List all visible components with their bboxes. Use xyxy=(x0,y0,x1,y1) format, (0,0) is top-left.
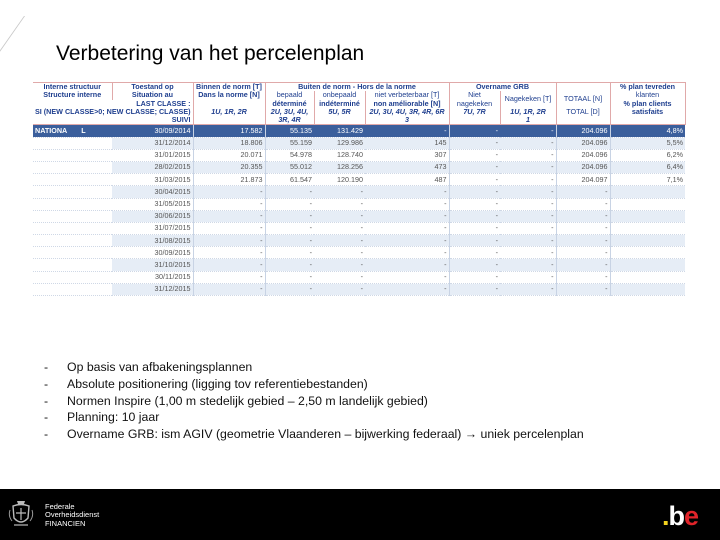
cell-date: 31/12/2014 xyxy=(112,137,193,149)
bullet-item xyxy=(44,394,584,411)
cell-ch: - xyxy=(500,174,556,186)
bullet-text: Planning: 10 jaar xyxy=(67,410,160,425)
cell-ch: - xyxy=(500,137,556,149)
outside-norm-group: Buiten de norm - Hors de la norme xyxy=(265,83,449,92)
region-cell-empty xyxy=(33,247,112,259)
cell-undet: - xyxy=(314,235,365,247)
cell-det: - xyxy=(265,210,314,222)
total-header-nl: TOTAAL [N] xyxy=(556,91,610,108)
cell-nc: - xyxy=(449,259,500,271)
cell-total: - xyxy=(556,235,610,247)
agency-line-1: Federale xyxy=(45,502,75,511)
determined-codes-1: 2U, 3U, 4U, xyxy=(265,108,314,116)
bullet-list xyxy=(44,360,584,444)
cell-norm: - xyxy=(193,222,265,234)
agency-line-2: Overheidsdienst xyxy=(45,510,100,520)
cell-det: - xyxy=(265,198,314,210)
cell-undet: - xyxy=(314,186,365,198)
blank-b xyxy=(314,116,365,125)
structure-header-nl: Interne structuur xyxy=(33,83,112,92)
cell-date: 28/02/2015 xyxy=(112,161,193,173)
cell-total: 204.097 xyxy=(556,174,610,186)
norm-header-fr: Dans la norme [N] xyxy=(193,91,265,99)
table-row xyxy=(33,149,685,161)
notimprovable-codes: 2U, 3U, 4U, 3R, 4R, 6R xyxy=(365,108,449,116)
cell-det: - xyxy=(265,235,314,247)
cell-total: 204.096 xyxy=(556,125,610,137)
cell-ch: - xyxy=(500,125,556,137)
determined-codes-2: 3R, 4R xyxy=(265,116,314,125)
cell-total: - xyxy=(556,283,610,295)
cell-pct: 7,1% xyxy=(610,174,685,186)
cell-ch: - xyxy=(500,149,556,161)
region-cell-empty xyxy=(33,283,112,295)
cell-ch: - xyxy=(500,247,556,259)
footer-bar xyxy=(0,489,720,540)
determined-header-nl: bepaald xyxy=(265,91,314,99)
agency-name xyxy=(45,503,99,528)
cell-det: 54.978 xyxy=(265,149,314,161)
cell-pct xyxy=(610,271,685,283)
cell-total: - xyxy=(556,210,610,222)
region-cell-empty xyxy=(33,259,112,271)
cell-pct: 5,5% xyxy=(610,137,685,149)
table-row xyxy=(33,235,685,247)
table-row xyxy=(33,161,685,173)
cell-ch: - xyxy=(500,222,556,234)
cell-pct xyxy=(610,186,685,198)
table-row xyxy=(33,186,685,198)
grb-group: Overname GRB xyxy=(449,83,556,92)
cell-norm: - xyxy=(193,271,265,283)
cell-date: 31/10/2015 xyxy=(112,259,193,271)
cell-pct xyxy=(610,283,685,295)
cell-nc: - xyxy=(449,247,500,259)
bullet-dash: - xyxy=(44,427,49,442)
cell-norm: 21.873 xyxy=(193,174,265,186)
cell-pct: 6,2% xyxy=(610,149,685,161)
cell-nc: - xyxy=(449,161,500,173)
blank-e xyxy=(610,116,685,125)
cell-norm: 20.071 xyxy=(193,149,265,161)
count-one: 1 xyxy=(500,116,556,125)
cell-norm: - xyxy=(193,186,265,198)
cell-undet: 129.986 xyxy=(314,137,365,149)
cell-det: - xyxy=(265,259,314,271)
bullet-item xyxy=(44,410,584,427)
cell-ch: - xyxy=(500,235,556,247)
cell-pct: 6,4% xyxy=(610,161,685,173)
pct-header-1: % plan tevreden xyxy=(610,83,685,92)
cell-ch: - xyxy=(500,198,556,210)
cell-date: 30/09/2015 xyxy=(112,247,193,259)
cell-nonimp: - xyxy=(365,271,449,283)
cell-date: 31/03/2015 xyxy=(112,174,193,186)
cell-norm: - xyxy=(193,247,265,259)
cell-det: - xyxy=(265,271,314,283)
cell-nonimp: - xyxy=(365,283,449,295)
suivi-label: SUIVI xyxy=(33,116,193,125)
status-header-nl: Toestand op xyxy=(112,83,193,92)
cell-date: 31/08/2015 xyxy=(112,235,193,247)
cell-date: 30/06/2015 xyxy=(112,210,193,222)
region-cell-empty xyxy=(33,271,112,283)
cell-undet: 128.256 xyxy=(314,161,365,173)
cell-date: 31/07/2015 xyxy=(112,222,193,234)
cell-total: - xyxy=(556,247,610,259)
cell-nc: - xyxy=(449,186,500,198)
region-cell-empty xyxy=(33,235,112,247)
table-row xyxy=(33,259,685,271)
structure-header-fr: Structure interne xyxy=(33,91,112,99)
cell-norm: - xyxy=(193,198,265,210)
cell-det: - xyxy=(265,222,314,234)
table-row xyxy=(33,271,685,283)
norm-codes: 1U, 1R, 2R xyxy=(193,108,265,116)
cell-det: - xyxy=(265,247,314,259)
notimprovable-header-nl: niet verbeterbaar [T] xyxy=(365,91,449,99)
norm-header-nl: Binnen de norm [T] xyxy=(193,83,265,92)
cell-undet: 131.429 xyxy=(314,125,365,137)
cell-total: - xyxy=(556,186,610,198)
cell-ch: - xyxy=(500,271,556,283)
cell-norm: 20.355 xyxy=(193,161,265,173)
cell-pct xyxy=(610,198,685,210)
royal-crest-icon xyxy=(8,498,34,530)
last-class-label: LAST CLASSE : xyxy=(33,100,193,108)
cell-total: - xyxy=(556,198,610,210)
table-row xyxy=(33,210,685,222)
blank-d xyxy=(556,116,610,125)
cell-undet: - xyxy=(314,259,365,271)
cell-pct xyxy=(610,247,685,259)
logo-b: b xyxy=(668,501,685,531)
cell-nonimp: 473 xyxy=(365,161,449,173)
logo-e: e xyxy=(684,501,699,531)
undetermined-header-fr: indéterminé xyxy=(314,100,365,108)
norm-blank xyxy=(193,100,265,108)
cell-nonimp: - xyxy=(365,198,449,210)
region-cell-empty xyxy=(33,222,112,234)
cell-total: 204.096 xyxy=(556,137,610,149)
cell-date: 30/09/2014 xyxy=(112,125,193,137)
cell-nonimp: - xyxy=(365,186,449,198)
cell-nc: - xyxy=(449,149,500,161)
cell-nonimp: - xyxy=(365,210,449,222)
statistics-grid xyxy=(33,82,686,296)
table-row xyxy=(33,247,685,259)
region-cell-empty xyxy=(33,174,112,186)
cell-det: 55.012 xyxy=(265,161,314,173)
cell-nc: - xyxy=(449,235,500,247)
region-name: NATIONA xyxy=(35,125,68,135)
header-row-4 xyxy=(33,108,685,116)
cell-pct: 4,8% xyxy=(610,125,685,137)
cell-pct xyxy=(610,235,685,247)
region-cell-empty xyxy=(33,210,112,222)
data-rows xyxy=(33,125,685,296)
cell-nonimp: - xyxy=(365,222,449,234)
table-row xyxy=(33,174,685,186)
total-spacer xyxy=(556,83,610,92)
table-row xyxy=(33,198,685,210)
agency-line-3: FINANCIEN xyxy=(45,518,86,528)
region-cell-empty xyxy=(33,161,112,173)
total-header-fr: TOTAL [D] xyxy=(556,108,610,116)
pct-header-3: % plan clients xyxy=(610,100,685,108)
region-cell-empty xyxy=(33,186,112,198)
bullet-text: Overname GRB: ism AGIV (geometrie Vlaanderen – bijwerking federaal) → uniek percelenplan xyxy=(67,427,584,442)
status-header-fr: Situation au xyxy=(112,91,193,99)
cell-date: 31/01/2015 xyxy=(112,149,193,161)
cell-det: - xyxy=(265,283,314,295)
cell-total: 204.096 xyxy=(556,149,610,161)
header-row-5 xyxy=(33,116,685,125)
cell-undet: - xyxy=(314,271,365,283)
region-cell-empty xyxy=(33,198,112,210)
cell-norm: 17.582 xyxy=(193,125,265,137)
table-row xyxy=(33,283,685,295)
si-formula-label: SI (NEW CLASSE>0; NEW CLASSE; CLASSE) xyxy=(33,108,193,116)
bullet-dash: - xyxy=(44,410,49,425)
cell-nonimp: 487 xyxy=(365,174,449,186)
cell-nc: - xyxy=(449,283,500,295)
cell-norm: - xyxy=(193,283,265,295)
cell-nc: - xyxy=(449,137,500,149)
cell-date: 30/04/2015 xyxy=(112,186,193,198)
bullet-dash: - xyxy=(44,376,49,391)
table-row xyxy=(33,222,685,234)
cell-total: - xyxy=(556,222,610,234)
cell-nonimp: - xyxy=(365,125,449,137)
cell-nc: - xyxy=(449,198,500,210)
cell-det: - xyxy=(265,186,314,198)
region-cell xyxy=(33,125,112,137)
cell-nc: - xyxy=(449,222,500,234)
header-row-2 xyxy=(33,91,685,99)
undetermined-codes: 5U, 5R xyxy=(314,108,365,116)
bullet-text: Absolute positionering (ligging tov referentiebestanden) xyxy=(67,376,368,391)
blank-c xyxy=(449,116,500,125)
cell-pct xyxy=(610,259,685,271)
bullet-item xyxy=(44,377,584,394)
cell-nc: - xyxy=(449,210,500,222)
cell-norm: - xyxy=(193,235,265,247)
be-logo xyxy=(662,501,698,532)
cell-undet: - xyxy=(314,222,365,234)
cell-undet: 120.190 xyxy=(314,174,365,186)
cell-pct xyxy=(610,222,685,234)
cell-ch: - xyxy=(500,161,556,173)
cell-date: 30/11/2015 xyxy=(112,271,193,283)
cell-nonimp: - xyxy=(365,235,449,247)
notchecked-header-nl: Niet xyxy=(449,91,500,99)
region-cell-empty xyxy=(33,149,112,161)
cell-nc: - xyxy=(449,125,500,137)
checked-codes: 1U, 1R, 2R xyxy=(500,108,556,116)
cell-pct xyxy=(610,210,685,222)
cell-ch: - xyxy=(500,186,556,198)
table-row xyxy=(33,125,685,137)
cell-total: - xyxy=(556,271,610,283)
cell-nonimp: - xyxy=(365,259,449,271)
cell-date: 31/12/2015 xyxy=(112,283,193,295)
cell-norm: 18.806 xyxy=(193,137,265,149)
cell-undet: - xyxy=(314,210,365,222)
cell-det: 55.135 xyxy=(265,125,314,137)
cell-ch: - xyxy=(500,259,556,271)
checked-header: Nagekeken [T] xyxy=(500,91,556,108)
cell-norm: - xyxy=(193,210,265,222)
undetermined-header-nl: onbepaald xyxy=(314,91,365,99)
cell-undet: - xyxy=(314,283,365,295)
cell-ch: - xyxy=(500,283,556,295)
cell-total: - xyxy=(556,259,610,271)
bullet-text: Op basis van afbakeningsplannen xyxy=(67,360,253,374)
cell-undet: - xyxy=(314,247,365,259)
notimprovable-header-fr: non améliorable [N] xyxy=(365,100,449,108)
bullet-item xyxy=(44,360,584,377)
count-three: 3 xyxy=(365,116,449,125)
cell-nonimp: 307 xyxy=(365,149,449,161)
determined-header-fr: déterminé xyxy=(265,100,314,108)
bullet-item xyxy=(44,427,584,444)
cell-total: 204.096 xyxy=(556,161,610,173)
cell-nc: - xyxy=(449,271,500,283)
cell-nonimp: 145 xyxy=(365,137,449,149)
cell-date: 31/05/2015 xyxy=(112,198,193,210)
pct-header-4: satisfaits xyxy=(610,108,685,116)
cell-undet: 128.740 xyxy=(314,149,365,161)
table-row xyxy=(33,137,685,149)
cell-det: 55.159 xyxy=(265,137,314,149)
cell-nonimp: - xyxy=(365,247,449,259)
cell-ch: - xyxy=(500,210,556,222)
logo-dot: . xyxy=(662,501,669,531)
statistics-table xyxy=(33,82,685,296)
bullet-text: Normen Inspire (1,00 m stedelijk gebied – 2,50 m landelijk gebied) xyxy=(67,393,428,408)
cell-undet: - xyxy=(314,198,365,210)
slide-title: Verbetering van het percelenplan xyxy=(56,42,365,65)
cell-det: 61.547 xyxy=(265,174,314,186)
bullet-dash: - xyxy=(44,393,49,408)
header-row-1 xyxy=(33,83,685,92)
pct-header-2: klanten xyxy=(610,91,685,99)
cell-norm: - xyxy=(193,259,265,271)
bullet-dash: - xyxy=(44,360,49,374)
region-cell-empty xyxy=(33,137,112,149)
blank-a xyxy=(193,116,265,125)
notchecked-codes: 7U, 7R xyxy=(449,108,500,116)
region-suffix: L xyxy=(81,125,86,135)
notchecked-header-fr: nagekeken xyxy=(449,100,500,108)
cell-nc: - xyxy=(449,174,500,186)
